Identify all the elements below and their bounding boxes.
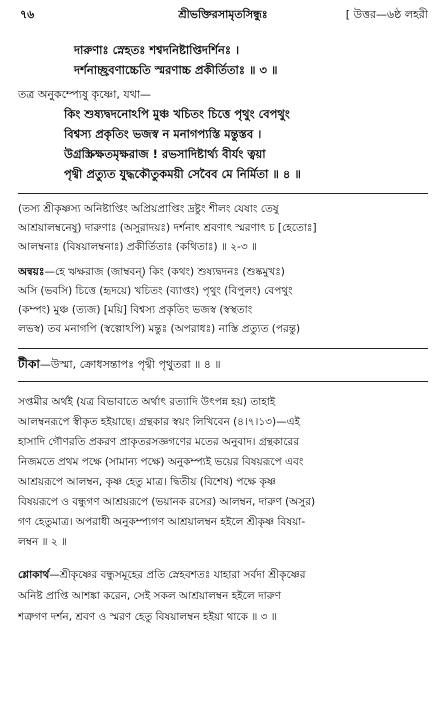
divider bbox=[18, 381, 428, 382]
divider bbox=[18, 193, 428, 194]
anvaya-label: অন্বয়ঃ bbox=[18, 266, 45, 278]
bengali-line: সপ্তমীর অর্থই (যত্র বিভাবাতে অর্থাৎ রত্যাদি উৎপন্ন হয়) তাহাই bbox=[18, 396, 276, 408]
verse-2 bbox=[18, 104, 428, 184]
bengali-line: বিষয়রূপে ও বন্ধুগণ আশ্রয়রূপে (ভয়ানক রসের) আলম্বন, দারুণ (অসুর) bbox=[18, 496, 316, 508]
shlokartha-line: শত্রুগণ দর্শন, শ্রবণ ও স্মরণ হেতু বিষয়ালম্বন হইয়া থাকে ॥ ৩ ॥ bbox=[18, 611, 277, 623]
shlokartha-label: শ্লোকার্থ bbox=[18, 569, 50, 581]
verse-1 bbox=[18, 40, 428, 80]
tika-label: টীকা bbox=[18, 357, 40, 371]
page-number: ৭৬ bbox=[20, 8, 35, 21]
verse-line: পৃথ্বী প্রত্যুত যুদ্ধকৌতুকময়ী সেবৈব মে নির্মিতা ॥ ৪ ॥ bbox=[64, 167, 301, 181]
shlokartha-line: অনিষ্ট প্রাপ্তি আশঙ্কা করেন, সেই সকল আশ্রয়ালম্বন হইলে দারুণ bbox=[18, 590, 282, 602]
tika-text: —উস্মা, ক্রোধসন্তাপঃ পৃথ্বী পৃথুতরা ॥ ৪ ॥ bbox=[39, 358, 221, 371]
bengali-commentary bbox=[18, 392, 428, 552]
verse-line: বিশ্বস্য প্রকৃতিং ভজস্ব ন মনাগপ্যস্তি মন্তুস্তব । bbox=[64, 127, 262, 141]
anvaya-line: (কম্পং) মুঞ্চ (ত্যজ) [ময়ি] বিশ্বস্য প্রকৃতিং ভজস্ব (স্বস্থতাং bbox=[18, 304, 253, 316]
bengali-line: হাসাদি গৌণরতি প্রকরণ প্রাকৃতরসজ্ঞগণের মতের অনুবাদ। গ্রন্থকারের bbox=[18, 436, 300, 448]
commentary-line: (তস্য শ্রীকৃষ্ণস্য অনিষ্টাপ্তিং অপ্রিয়প্রাপ্তিং দ্রষ্টুং শীলং যেষাং তেষু bbox=[18, 203, 279, 215]
anvaya-section bbox=[18, 263, 428, 339]
section-label: [ উত্তর—৬ষ্ঠ লহরী bbox=[345, 8, 428, 21]
divider bbox=[18, 348, 428, 349]
shlokartha-section bbox=[18, 565, 428, 628]
verse-intro: তত্র অনুকম্প্যেষু কৃষ্ণো, যথা— bbox=[18, 88, 152, 101]
tika-section bbox=[18, 355, 428, 374]
running-title: শ্রীভক্তিরসামৃতসিন্ধুঃ bbox=[178, 8, 268, 21]
bengali-line: লম্বন ॥ ২ ॥ bbox=[18, 536, 67, 548]
bengali-line: আলম্বনরূপে স্বীকৃত হইয়াছে। গ্রন্থকার স্বয়ং লিখিবেন (৪।৭।১৩)—এই bbox=[18, 416, 301, 428]
anvaya-line: লভস্ব) তব মনাগপি (স্বল্পোঽপি) মন্তুঃ (অপরাধঃ) নাস্তি প্রত্যুত (পরন্তু) bbox=[18, 323, 301, 335]
bengali-line: নিজমতে প্রথম পক্ষে (সামান্য পক্ষে) অনুকম্প্যই ভয়ের বিষয়রূপে এবং bbox=[18, 456, 304, 468]
bengali-line: আশ্রয়রূপে আলম্বন, কৃষ্ণ হেতু মাত্র। দ্বিতীয় (বিশেষ) পক্ষে কৃষ্ণ bbox=[18, 476, 276, 488]
anvaya-line: —হে ঋক্ষরাজ (জাম্ববন্) কিং (কথং) শুষ্যদ্বদনঃ (শুষ্কমুখঃ) bbox=[44, 266, 285, 278]
commentary-line: আলম্বনাঃ (বিষয়ালম্বনাঃ) প্রকীর্তিতাঃ (কথিতাঃ) ॥ ২-৩ ॥ bbox=[18, 241, 257, 253]
page-header bbox=[18, 6, 428, 24]
shlokartha-line: —শ্রীকৃষ্ণের বন্ধুসমূহের প্রতি স্নেহবশতঃ যাহারা সর্বদা শ্রীকৃষ্ণের bbox=[49, 569, 306, 581]
commentary bbox=[18, 200, 428, 257]
verse-line: দারুণাঃ স্নেহতঃ শশ্বদনিষ্টাপ্তিদর্শিনঃ । bbox=[74, 43, 240, 57]
verse-line: দর্শনাচ্ছ্রবণাচ্চেতি স্মরণাচ্চ প্রকীর্তিতাঃ ॥ ৩ ॥ bbox=[74, 63, 278, 77]
anvaya-line: অসি (ভবসি) চিত্তে (হৃদয়ে) খচিতং (ব্যাপ্তং) পৃথুং (বিপুলং) বেপথুং bbox=[18, 285, 293, 297]
bengali-line: গণ হেতুমাত্র। অপরাধী অনুকম্প্যগণ আশ্রয়ালম্বন হইলে শ্রীকৃষ্ণ বিষয়া- bbox=[18, 516, 306, 528]
verse-line: উগ্রস্ক্রিক্ষতমৃক্ষরাজ ! রভসাদিষ্টার্থ্য বীর্যং ত্বয়া bbox=[64, 147, 266, 161]
verse-line: কিং শুষ্যদ্বদনোঽপি মুঞ্চ খচিতং চিত্তে পৃথুং বেপথুং bbox=[64, 107, 290, 121]
commentary-line: আশ্রয়ালম্বনেষু) দারুণাঃ (অসুরাদয়ঃ) দর্শনাৎ শ্রবণাৎ স্মরণাৎ চ [হেতোঃ] bbox=[18, 222, 317, 234]
